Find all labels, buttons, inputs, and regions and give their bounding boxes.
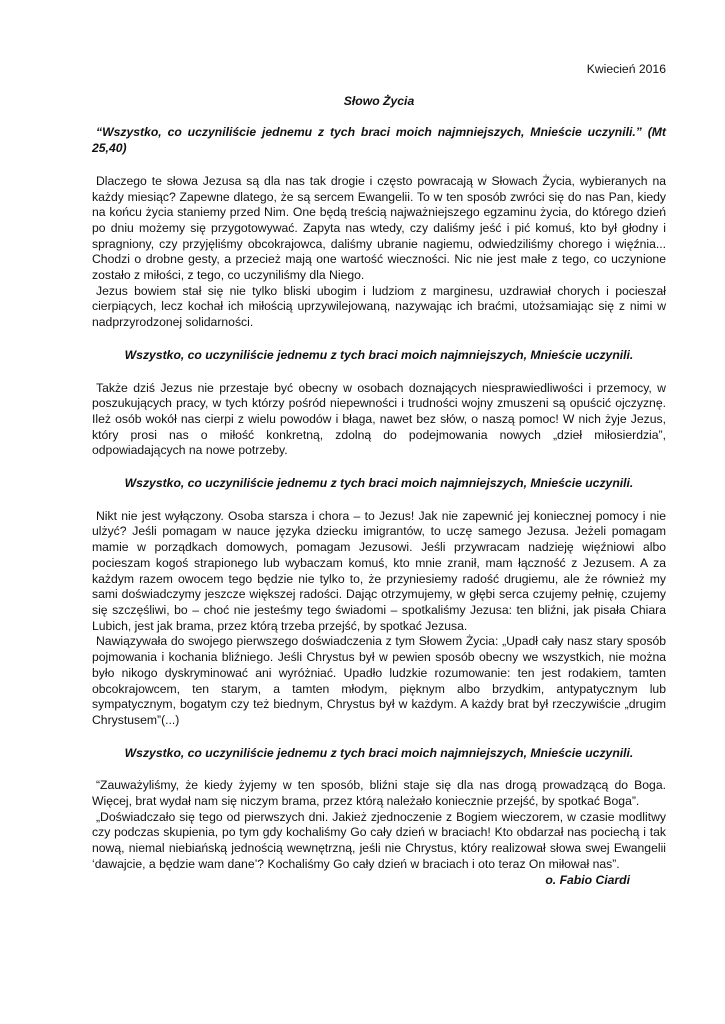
- document-date: Kwiecień 2016: [586, 62, 666, 76]
- paragraph-1: Dlaczego te słowa Jezusa są dla nas tak drogie i często powracają w Słowach Życia, wybieranych na każdy miesiąc? Zapewne dlatego, że są sercem Ewangelii. To w ten sposób zwróci się do nas Pan, kiedy na końcu życia staniemy przed Nim. One będą treścią najważniejszego egzaminu życia, do którego dzień po dniu możemy się przygotowywać. Zapyta nas wtedy, czy daliśmy jeść i pić komuś, kto był głodny i spragniony, czy przyjęliśmy obcokrajowca, daliśmy ubranie nagiemu, odwiedziliśmy chorego i więźnia... Chodzi o drobne gesty, a przecież mają one wartość wieczności. Nic nie jest małe z tego, co uczynione zostało z miłości, z tego, co uczyniliśmy dla Niego.: [92, 173, 666, 283]
- paragraph-2: Jezus bowiem stał się nie tylko bliski ubogim i ludziom z marginesu, uzdrawiał chorych i pocieszał cierpiących, lecz kochał ich miłością uprzywilejowaną, nazywając ich braćmi, utożsamiając się z nimi w nadprzyrodzonej solidarności.: [92, 283, 666, 330]
- paragraph-5: Nawiązywała do swojego pierwszego doświadczenia z tym Słowem Życia: „Upadł cały nasz stary sposób pojmowania i kochania bliźniego. Jeśli Chrystus był w pewien sposób obecny we wszystkich, nie można było nikogo dyskryminować ani wyróżniać. Upadło ludzkie rozumowanie: ten jest rodakiem, tamten obcokrajowcem, ten starym, a tamten młodym, pięknym albo brzydkim, antypatycznym lub sympatycznym, bogatym czy też biednym, Chrystus był w każdym. A każdy brat był rzeczywiście „drugim Chrystusem”(...): [92, 634, 666, 727]
- paragraph-7: „Doświadczało się tego od pierwszych dni. Jakież zjednoczenie z Bogiem wieczorem, w czasie modlitwy czy podczas skupienia, po tym gdy kochaliśmy Go cały dzień w braciach! Kto obdarzał nas pociechą i tak nową, niemal niebiańską jednością wewnętrzną, jeśli nie Chrystus, który realizował słowa swej Ewangelii ‘dawajcie, a będzie wam dane’? Kochaliśmy Go cały dzień w braciach i oto teraz On miłował nas”.: [92, 809, 666, 871]
- document-title: Słowo Życia: [343, 93, 415, 108]
- main-verse: “Wszystko, co uczyniliście jednemu z tych braci moich najmniejszych, Mnieście uczynili.” (Mt 25,40): [92, 125, 666, 156]
- refrain-2: Wszystko, co uczyniliście jednemu z tych braci moich najmniejszych, Mnieście uczynili.: [124, 476, 634, 491]
- paragraph-3: Także dziś Jezus nie przestaje być obecny w osobach doznających niesprawiedliwości i przemocy, w poszukujących pracy, w tych którzy pośród niepewności i trudności wojny zmuszeni są opuścić ojczyznę. Ileż osób wokół nas cierpi z wielu powodów i błaga, nawet bez słów, o naszą pomoc! W nich żyje Jezus, który prosi nas o miłość konkretną, zdolną do podejmowania nowych „dzieł miłosierdzia”, odpowiadających na nowe potrzeby.: [92, 380, 666, 458]
- paragraph-4: Nikt nie jest wyłączony. Osoba starsza i chora – to Jezus! Jak nie zapewnić jej koniecznej pomocy i nie ulżyć? Jeśli pomagam w nauce języka dziecku imigrantów, to uczę samego Jezusa. Jeżeli pomagam mamie w porządkach domowych, pomagam Jezusowi. Jeśli przywracam nadzieję więźniowi albo pocieszam kogoś strapionego lub wybaczam komuś, kto mnie zranił, mam łączność z Jezusem. A za każdym razem owocem tego będzie nie tylko to, że przyniesiemy radość drugiemu, ale że również my sami doświadczymy jeszcze większej radości. Dając otrzymujemy, w głębi serca czujemy pełnię, czujemy się szczęśliwi, bo – choć nie jesteśmy tego świadomi – spotkaliśmy Jezusa: ten bliźni, jak pisała Chiara Lubich, jest jak brama, przez którą trzeba przejść, by spotkać Jezusa.: [92, 508, 666, 633]
- refrain-3: Wszystko, co uczyniliście jednemu z tych braci moich najmniejszych, Mnieście uczynili.: [124, 745, 634, 760]
- refrain-1: Wszystko, co uczyniliście jednemu z tych braci moich najmniejszych, Mnieście uczynili.: [124, 347, 634, 362]
- author-signature: o. Fabio Ciardi: [545, 872, 630, 887]
- paragraph-6: “Zauważyliśmy, że kiedy żyjemy w ten sposób, bliźni staje się dla nas drogą prowadzącą do Boga. Więcej, brat wydał nam się niczym brama, przez którą należało koniecznie przejść, by spotkać Boga”.: [92, 778, 666, 809]
- document-page: [92, 62, 666, 888]
